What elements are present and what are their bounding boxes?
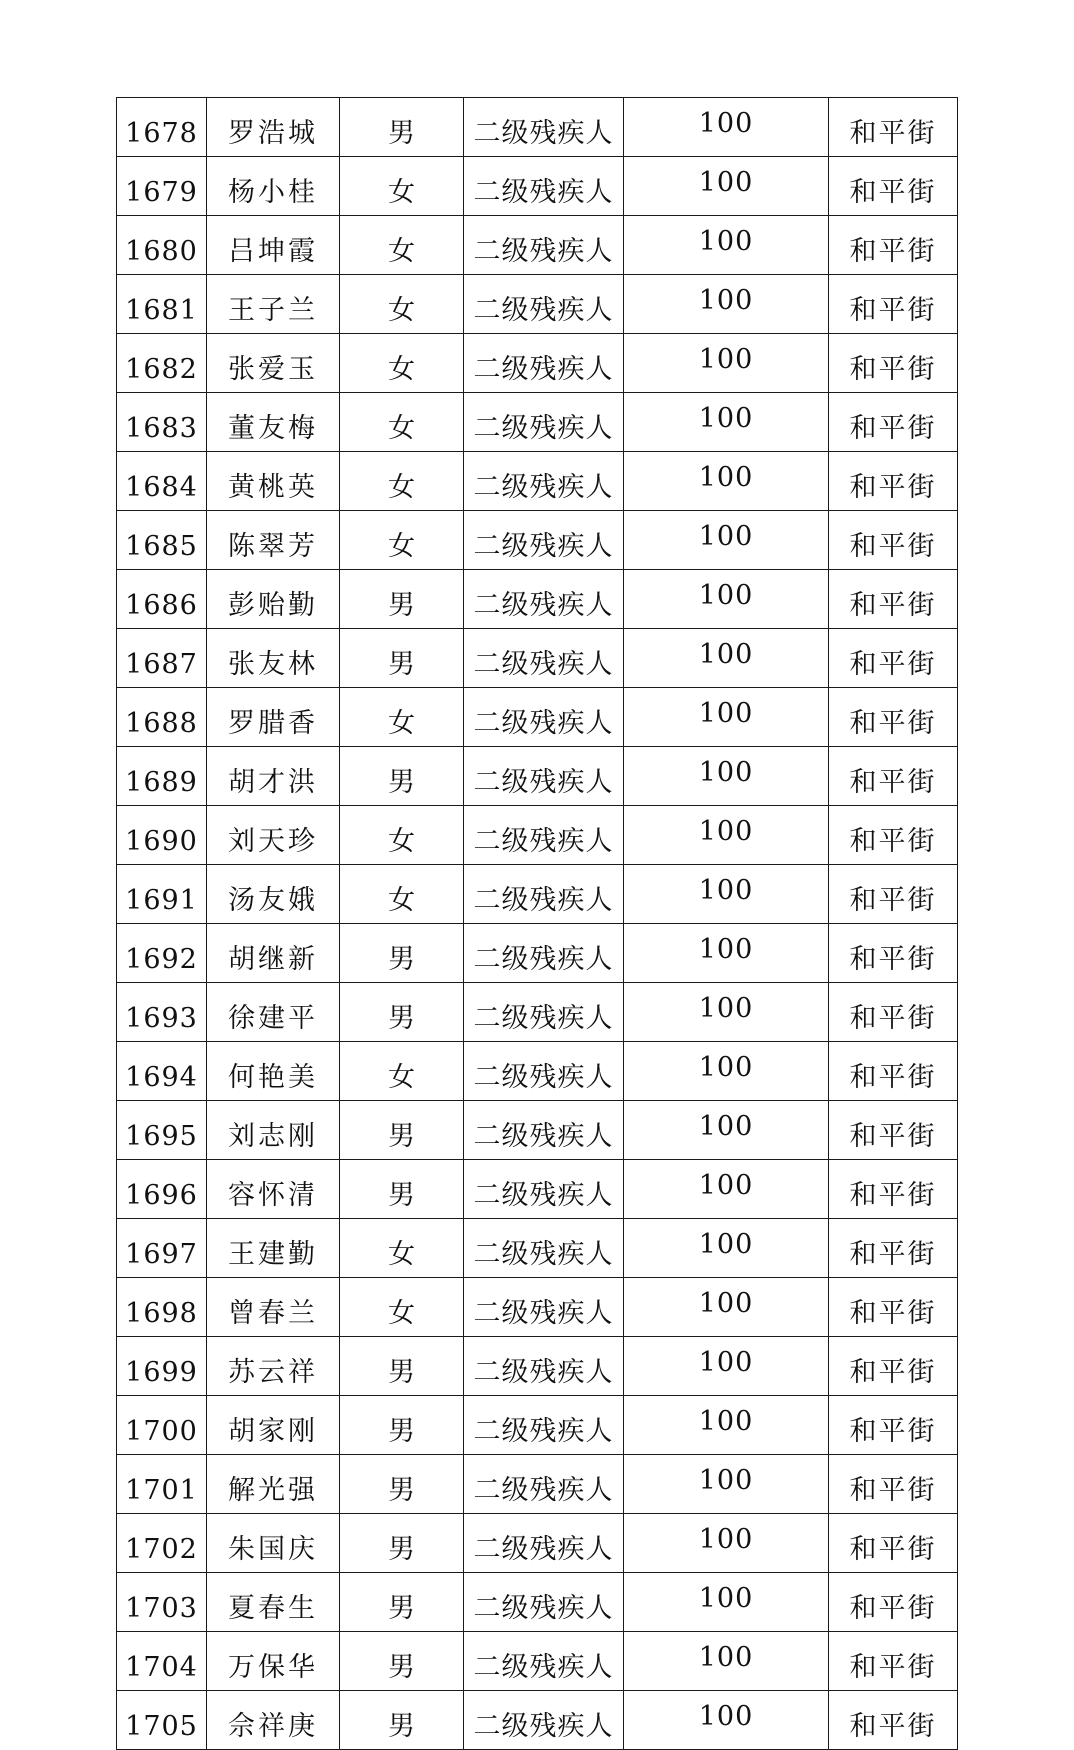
gender-cell: 女 (340, 1278, 464, 1337)
person-name-cell: 彭贻勤 (207, 570, 340, 629)
subsidy-amount-cell: 100 (624, 1278, 829, 1337)
subsidy-amount-cell: 100 (624, 1455, 829, 1514)
row-number-cell: 1682 (117, 334, 207, 393)
subsidy-amount-cell: 100 (624, 1396, 829, 1455)
subsidy-amount-cell: 100 (624, 452, 829, 511)
gender-cell: 女 (340, 452, 464, 511)
table-row (117, 275, 958, 334)
disability-category-cell: 二级残疾人 (464, 570, 624, 629)
street-name-cell: 和平街 (829, 216, 958, 275)
table-row (117, 1632, 958, 1691)
gender-cell: 男 (340, 924, 464, 983)
row-number-cell: 1692 (117, 924, 207, 983)
disability-category-cell: 二级残疾人 (464, 452, 624, 511)
person-name-cell: 解光强 (207, 1455, 340, 1514)
gender-cell: 女 (340, 865, 464, 924)
street-name-cell: 和平街 (829, 629, 958, 688)
subsidy-amount-cell: 100 (624, 688, 829, 747)
row-number-cell: 1701 (117, 1455, 207, 1514)
row-number-cell: 1696 (117, 1160, 207, 1219)
street-name-cell: 和平街 (829, 924, 958, 983)
street-name-cell: 和平街 (829, 865, 958, 924)
gender-cell: 女 (340, 688, 464, 747)
subsidy-amount-cell: 100 (624, 1691, 829, 1750)
subsidy-amount-cell: 100 (624, 275, 829, 334)
street-name-cell: 和平街 (829, 1514, 958, 1573)
subsidy-amount-cell: 100 (624, 157, 829, 216)
table-row (117, 924, 958, 983)
disability-category-cell: 二级残疾人 (464, 1632, 624, 1691)
disability-category-cell: 二级残疾人 (464, 1278, 624, 1337)
disability-category-cell: 二级残疾人 (464, 865, 624, 924)
person-name-cell: 刘志刚 (207, 1101, 340, 1160)
row-number-cell: 1679 (117, 157, 207, 216)
subsidy-amount-cell: 100 (624, 1573, 829, 1632)
gender-cell: 男 (340, 747, 464, 806)
subsidy-amount-cell: 100 (624, 1632, 829, 1691)
subsidy-amount-cell: 100 (624, 1337, 829, 1396)
person-name-cell: 张爱玉 (207, 334, 340, 393)
disability-category-cell: 二级残疾人 (464, 98, 624, 157)
person-name-cell: 罗腊香 (207, 688, 340, 747)
street-name-cell: 和平街 (829, 983, 958, 1042)
table-row (117, 1396, 958, 1455)
person-name-cell: 苏云祥 (207, 1337, 340, 1396)
subsidy-amount-cell: 100 (624, 806, 829, 865)
disability-category-cell: 二级残疾人 (464, 1101, 624, 1160)
disability-category-cell: 二级残疾人 (464, 393, 624, 452)
table-row (117, 1101, 958, 1160)
subsidy-amount-cell: 100 (624, 629, 829, 688)
roster-table-body (117, 98, 958, 1750)
street-name-cell: 和平街 (829, 98, 958, 157)
person-name-cell: 张友林 (207, 629, 340, 688)
person-name-cell: 万保华 (207, 1632, 340, 1691)
subsidy-amount-cell: 100 (624, 1160, 829, 1219)
street-name-cell: 和平街 (829, 1160, 958, 1219)
table-row (117, 570, 958, 629)
gender-cell: 男 (340, 570, 464, 629)
table-row (117, 1455, 958, 1514)
disability-category-cell: 二级残疾人 (464, 688, 624, 747)
row-number-cell: 1678 (117, 98, 207, 157)
roster-table (116, 97, 958, 1750)
disability-category-cell: 二级残疾人 (464, 629, 624, 688)
person-name-cell: 吕坤霞 (207, 216, 340, 275)
table-row (117, 806, 958, 865)
person-name-cell: 佘祥庚 (207, 1691, 340, 1750)
table-row (117, 983, 958, 1042)
row-number-cell: 1689 (117, 747, 207, 806)
person-name-cell: 汤友娥 (207, 865, 340, 924)
street-name-cell: 和平街 (829, 1337, 958, 1396)
street-name-cell: 和平街 (829, 334, 958, 393)
subsidy-amount-cell: 100 (624, 98, 829, 157)
gender-cell: 男 (340, 1455, 464, 1514)
gender-cell: 男 (340, 1101, 464, 1160)
gender-cell: 男 (340, 983, 464, 1042)
table-row (117, 157, 958, 216)
person-name-cell: 容怀清 (207, 1160, 340, 1219)
table-row (117, 1042, 958, 1101)
person-name-cell: 朱国庆 (207, 1514, 340, 1573)
person-name-cell: 何艳美 (207, 1042, 340, 1101)
row-number-cell: 1687 (117, 629, 207, 688)
table-row (117, 1160, 958, 1219)
subsidy-amount-cell: 100 (624, 393, 829, 452)
disability-category-cell: 二级残疾人 (464, 1396, 624, 1455)
table-row (117, 334, 958, 393)
street-name-cell: 和平街 (829, 688, 958, 747)
gender-cell: 女 (340, 511, 464, 570)
street-name-cell: 和平街 (829, 1219, 958, 1278)
person-name-cell: 胡家刚 (207, 1396, 340, 1455)
row-number-cell: 1686 (117, 570, 207, 629)
table-row (117, 865, 958, 924)
subsidy-amount-cell: 100 (624, 1101, 829, 1160)
street-name-cell: 和平街 (829, 1632, 958, 1691)
subsidy-amount-cell: 100 (624, 216, 829, 275)
subsidy-amount-cell: 100 (624, 1219, 829, 1278)
disability-category-cell: 二级残疾人 (464, 157, 624, 216)
gender-cell: 女 (340, 1042, 464, 1101)
disability-category-cell: 二级残疾人 (464, 1455, 624, 1514)
row-number-cell: 1681 (117, 275, 207, 334)
disability-category-cell: 二级残疾人 (464, 1573, 624, 1632)
row-number-cell: 1702 (117, 1514, 207, 1573)
row-number-cell: 1705 (117, 1691, 207, 1750)
street-name-cell: 和平街 (829, 1573, 958, 1632)
street-name-cell: 和平街 (829, 1101, 958, 1160)
person-name-cell: 曾春兰 (207, 1278, 340, 1337)
gender-cell: 女 (340, 216, 464, 275)
table-row (117, 1219, 958, 1278)
subsidy-amount-cell: 100 (624, 1042, 829, 1101)
person-name-cell: 夏春生 (207, 1573, 340, 1632)
subsidy-amount-cell: 100 (624, 747, 829, 806)
disability-category-cell: 二级残疾人 (464, 1514, 624, 1573)
gender-cell: 女 (340, 334, 464, 393)
disability-category-cell: 二级残疾人 (464, 334, 624, 393)
person-name-cell: 罗浩城 (207, 98, 340, 157)
table-row (117, 393, 958, 452)
gender-cell: 男 (340, 1160, 464, 1219)
gender-cell: 女 (340, 393, 464, 452)
table-row (117, 629, 958, 688)
street-name-cell: 和平街 (829, 452, 958, 511)
disability-category-cell: 二级残疾人 (464, 806, 624, 865)
row-number-cell: 1697 (117, 1219, 207, 1278)
gender-cell: 男 (340, 1514, 464, 1573)
subsidy-amount-cell: 100 (624, 570, 829, 629)
subsidy-amount-cell: 100 (624, 334, 829, 393)
subsidy-amount-cell: 100 (624, 1514, 829, 1573)
table-row (117, 216, 958, 275)
subsidy-amount-cell: 100 (624, 865, 829, 924)
subsidy-amount-cell: 100 (624, 511, 829, 570)
row-number-cell: 1691 (117, 865, 207, 924)
street-name-cell: 和平街 (829, 1278, 958, 1337)
street-name-cell: 和平街 (829, 157, 958, 216)
subsidy-amount-cell: 100 (624, 983, 829, 1042)
gender-cell: 男 (340, 1632, 464, 1691)
disability-category-cell: 二级残疾人 (464, 983, 624, 1042)
person-name-cell: 杨小桂 (207, 157, 340, 216)
gender-cell: 男 (340, 98, 464, 157)
street-name-cell: 和平街 (829, 1691, 958, 1750)
street-name-cell: 和平街 (829, 1042, 958, 1101)
person-name-cell: 陈翠芳 (207, 511, 340, 570)
row-number-cell: 1698 (117, 1278, 207, 1337)
gender-cell: 男 (340, 1396, 464, 1455)
gender-cell: 女 (340, 157, 464, 216)
street-name-cell: 和平街 (829, 275, 958, 334)
street-name-cell: 和平街 (829, 511, 958, 570)
row-number-cell: 1688 (117, 688, 207, 747)
disability-category-cell: 二级残疾人 (464, 1042, 624, 1101)
row-number-cell: 1699 (117, 1337, 207, 1396)
person-name-cell: 胡才洪 (207, 747, 340, 806)
row-number-cell: 1690 (117, 806, 207, 865)
table-row (117, 1337, 958, 1396)
disability-category-cell: 二级残疾人 (464, 216, 624, 275)
row-number-cell: 1683 (117, 393, 207, 452)
table-row (117, 1573, 958, 1632)
gender-cell: 女 (340, 806, 464, 865)
table-row (117, 452, 958, 511)
street-name-cell: 和平街 (829, 393, 958, 452)
street-name-cell: 和平街 (829, 1396, 958, 1455)
person-name-cell: 黄桃英 (207, 452, 340, 511)
disability-category-cell: 二级残疾人 (464, 275, 624, 334)
disability-category-cell: 二级残疾人 (464, 511, 624, 570)
disability-category-cell: 二级残疾人 (464, 1160, 624, 1219)
gender-cell: 女 (340, 275, 464, 334)
gender-cell: 女 (340, 1219, 464, 1278)
table-row (117, 1691, 958, 1750)
street-name-cell: 和平街 (829, 1455, 958, 1514)
table-row (117, 1514, 958, 1573)
row-number-cell: 1703 (117, 1573, 207, 1632)
street-name-cell: 和平街 (829, 570, 958, 629)
table-row (117, 511, 958, 570)
row-number-cell: 1700 (117, 1396, 207, 1455)
person-name-cell: 董友梅 (207, 393, 340, 452)
person-name-cell: 王建勤 (207, 1219, 340, 1278)
row-number-cell: 1680 (117, 216, 207, 275)
table-row (117, 98, 958, 157)
street-name-cell: 和平街 (829, 806, 958, 865)
row-number-cell: 1704 (117, 1632, 207, 1691)
gender-cell: 男 (340, 629, 464, 688)
row-number-cell: 1685 (117, 511, 207, 570)
table-row (117, 688, 958, 747)
gender-cell: 男 (340, 1573, 464, 1632)
gender-cell: 男 (340, 1691, 464, 1750)
disability-category-cell: 二级残疾人 (464, 747, 624, 806)
row-number-cell: 1694 (117, 1042, 207, 1101)
subsidy-amount-cell: 100 (624, 924, 829, 983)
person-name-cell: 胡继新 (207, 924, 340, 983)
disability-category-cell: 二级残疾人 (464, 1691, 624, 1750)
person-name-cell: 刘天珍 (207, 806, 340, 865)
street-name-cell: 和平街 (829, 747, 958, 806)
row-number-cell: 1684 (117, 452, 207, 511)
gender-cell: 男 (340, 1337, 464, 1396)
row-number-cell: 1695 (117, 1101, 207, 1160)
table-row (117, 747, 958, 806)
table-row (117, 1278, 958, 1337)
row-number-cell: 1693 (117, 983, 207, 1042)
disability-category-cell: 二级残疾人 (464, 1219, 624, 1278)
disability-category-cell: 二级残疾人 (464, 924, 624, 983)
disability-category-cell: 二级残疾人 (464, 1337, 624, 1396)
person-name-cell: 王子兰 (207, 275, 340, 334)
person-name-cell: 徐建平 (207, 983, 340, 1042)
